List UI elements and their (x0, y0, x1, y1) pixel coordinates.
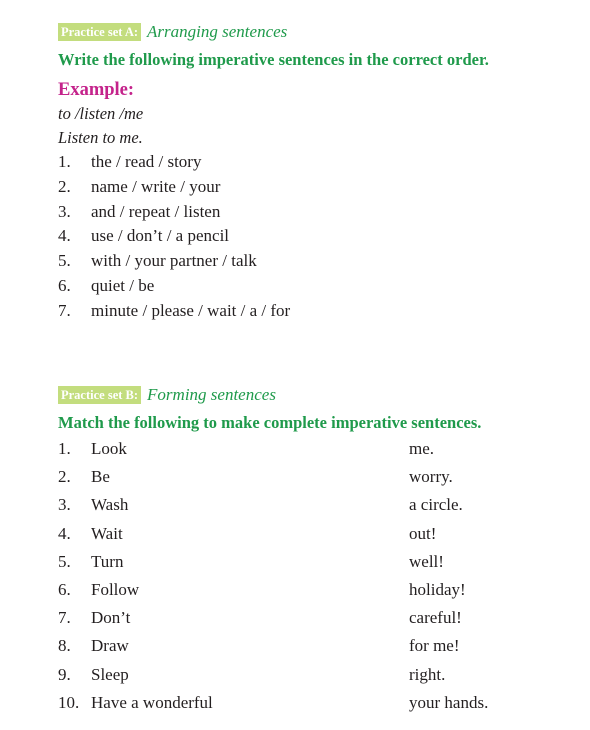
item-number: 1. (58, 152, 71, 171)
left-phrase: Look (91, 439, 127, 458)
row-number: 2. (58, 467, 71, 487)
practice-set-a-header (58, 21, 570, 43)
item-text: and / repeat / listen (91, 201, 221, 221)
left-phrase: Turn (91, 551, 124, 571)
list-item (58, 150, 570, 175)
item-number: 7. (58, 300, 71, 320)
match-row (58, 435, 570, 463)
item-number: 6. (58, 275, 71, 295)
list-item (58, 299, 570, 324)
match-row (58, 689, 570, 717)
row-number: 10. (58, 692, 80, 712)
right-phrase: a circle. (409, 495, 463, 515)
item-number: 5. (58, 251, 71, 271)
item-text: name / write / your (91, 176, 221, 196)
right-phrase: out! (409, 523, 437, 543)
right-phrase: your hands. (409, 692, 489, 712)
item-text: the / read / story (91, 152, 202, 171)
practice-set-b-instruction: Match the following to make complete imperative sentences. (58, 413, 482, 432)
match-row (58, 604, 570, 632)
right-phrase: holiday! (409, 579, 466, 599)
right-phrase: well! (409, 551, 444, 571)
practice-set-a-title: Arranging sentences (147, 22, 288, 41)
row-number: 5. (58, 551, 71, 571)
example-answer: Listen to me. (58, 128, 143, 147)
row-number: 6. (58, 579, 71, 599)
match-row (58, 576, 570, 604)
row-number: 1. (58, 439, 71, 458)
right-phrase: for me! (409, 636, 460, 656)
row-number: 9. (58, 664, 71, 684)
match-row (58, 520, 570, 548)
right-phrase: me. (409, 439, 435, 458)
item-text: quiet / be (91, 275, 155, 295)
list-item (58, 224, 570, 249)
left-phrase: Have a wonderful (91, 692, 213, 712)
practice-set-b-badge: Practice set B: (58, 386, 141, 404)
item-number: 3. (58, 201, 71, 221)
left-phrase: Follow (91, 579, 140, 599)
list-item (58, 200, 570, 225)
match-row (58, 491, 570, 519)
practice-set-a-instruction: Write the following imperative sentences in the correct order. (58, 50, 489, 69)
left-phrase: Draw (91, 636, 129, 656)
item-text: minute / please / wait / a / for (91, 300, 291, 320)
practice-set-a (58, 21, 570, 324)
match-row (58, 463, 570, 491)
left-phrase: Wait (91, 523, 123, 543)
practice-set-b (58, 384, 570, 717)
match-row (58, 548, 570, 576)
match-row (58, 661, 570, 689)
matching-list (58, 435, 570, 717)
right-phrase: careful! (409, 608, 462, 628)
practice-set-b-title: Forming sentences (147, 385, 276, 404)
list-item (58, 249, 570, 274)
item-text: with / your partner / talk (91, 251, 257, 271)
left-phrase: Be (91, 467, 110, 487)
practice-set-b-header (58, 384, 570, 406)
row-number: 4. (58, 523, 71, 543)
left-phrase: Wash (91, 495, 129, 515)
left-phrase: Don’t (91, 608, 131, 628)
row-number: 8. (58, 636, 71, 656)
list-item (58, 175, 570, 200)
left-phrase: Sleep (91, 664, 129, 684)
item-number: 4. (58, 226, 71, 246)
item-number: 2. (58, 176, 71, 196)
list-item (58, 274, 570, 299)
practice-set-a-badge: Practice set A: (58, 23, 141, 41)
example-label: Example: (58, 80, 135, 100)
right-phrase: worry. (409, 467, 453, 487)
row-number: 7. (58, 608, 71, 628)
right-phrase: right. (409, 664, 446, 684)
example-question: to /listen /me (58, 104, 144, 123)
match-row (58, 632, 570, 660)
arranging-list (58, 150, 570, 324)
row-number: 3. (58, 495, 71, 515)
item-text: use / don’t / a pencil (91, 226, 230, 246)
